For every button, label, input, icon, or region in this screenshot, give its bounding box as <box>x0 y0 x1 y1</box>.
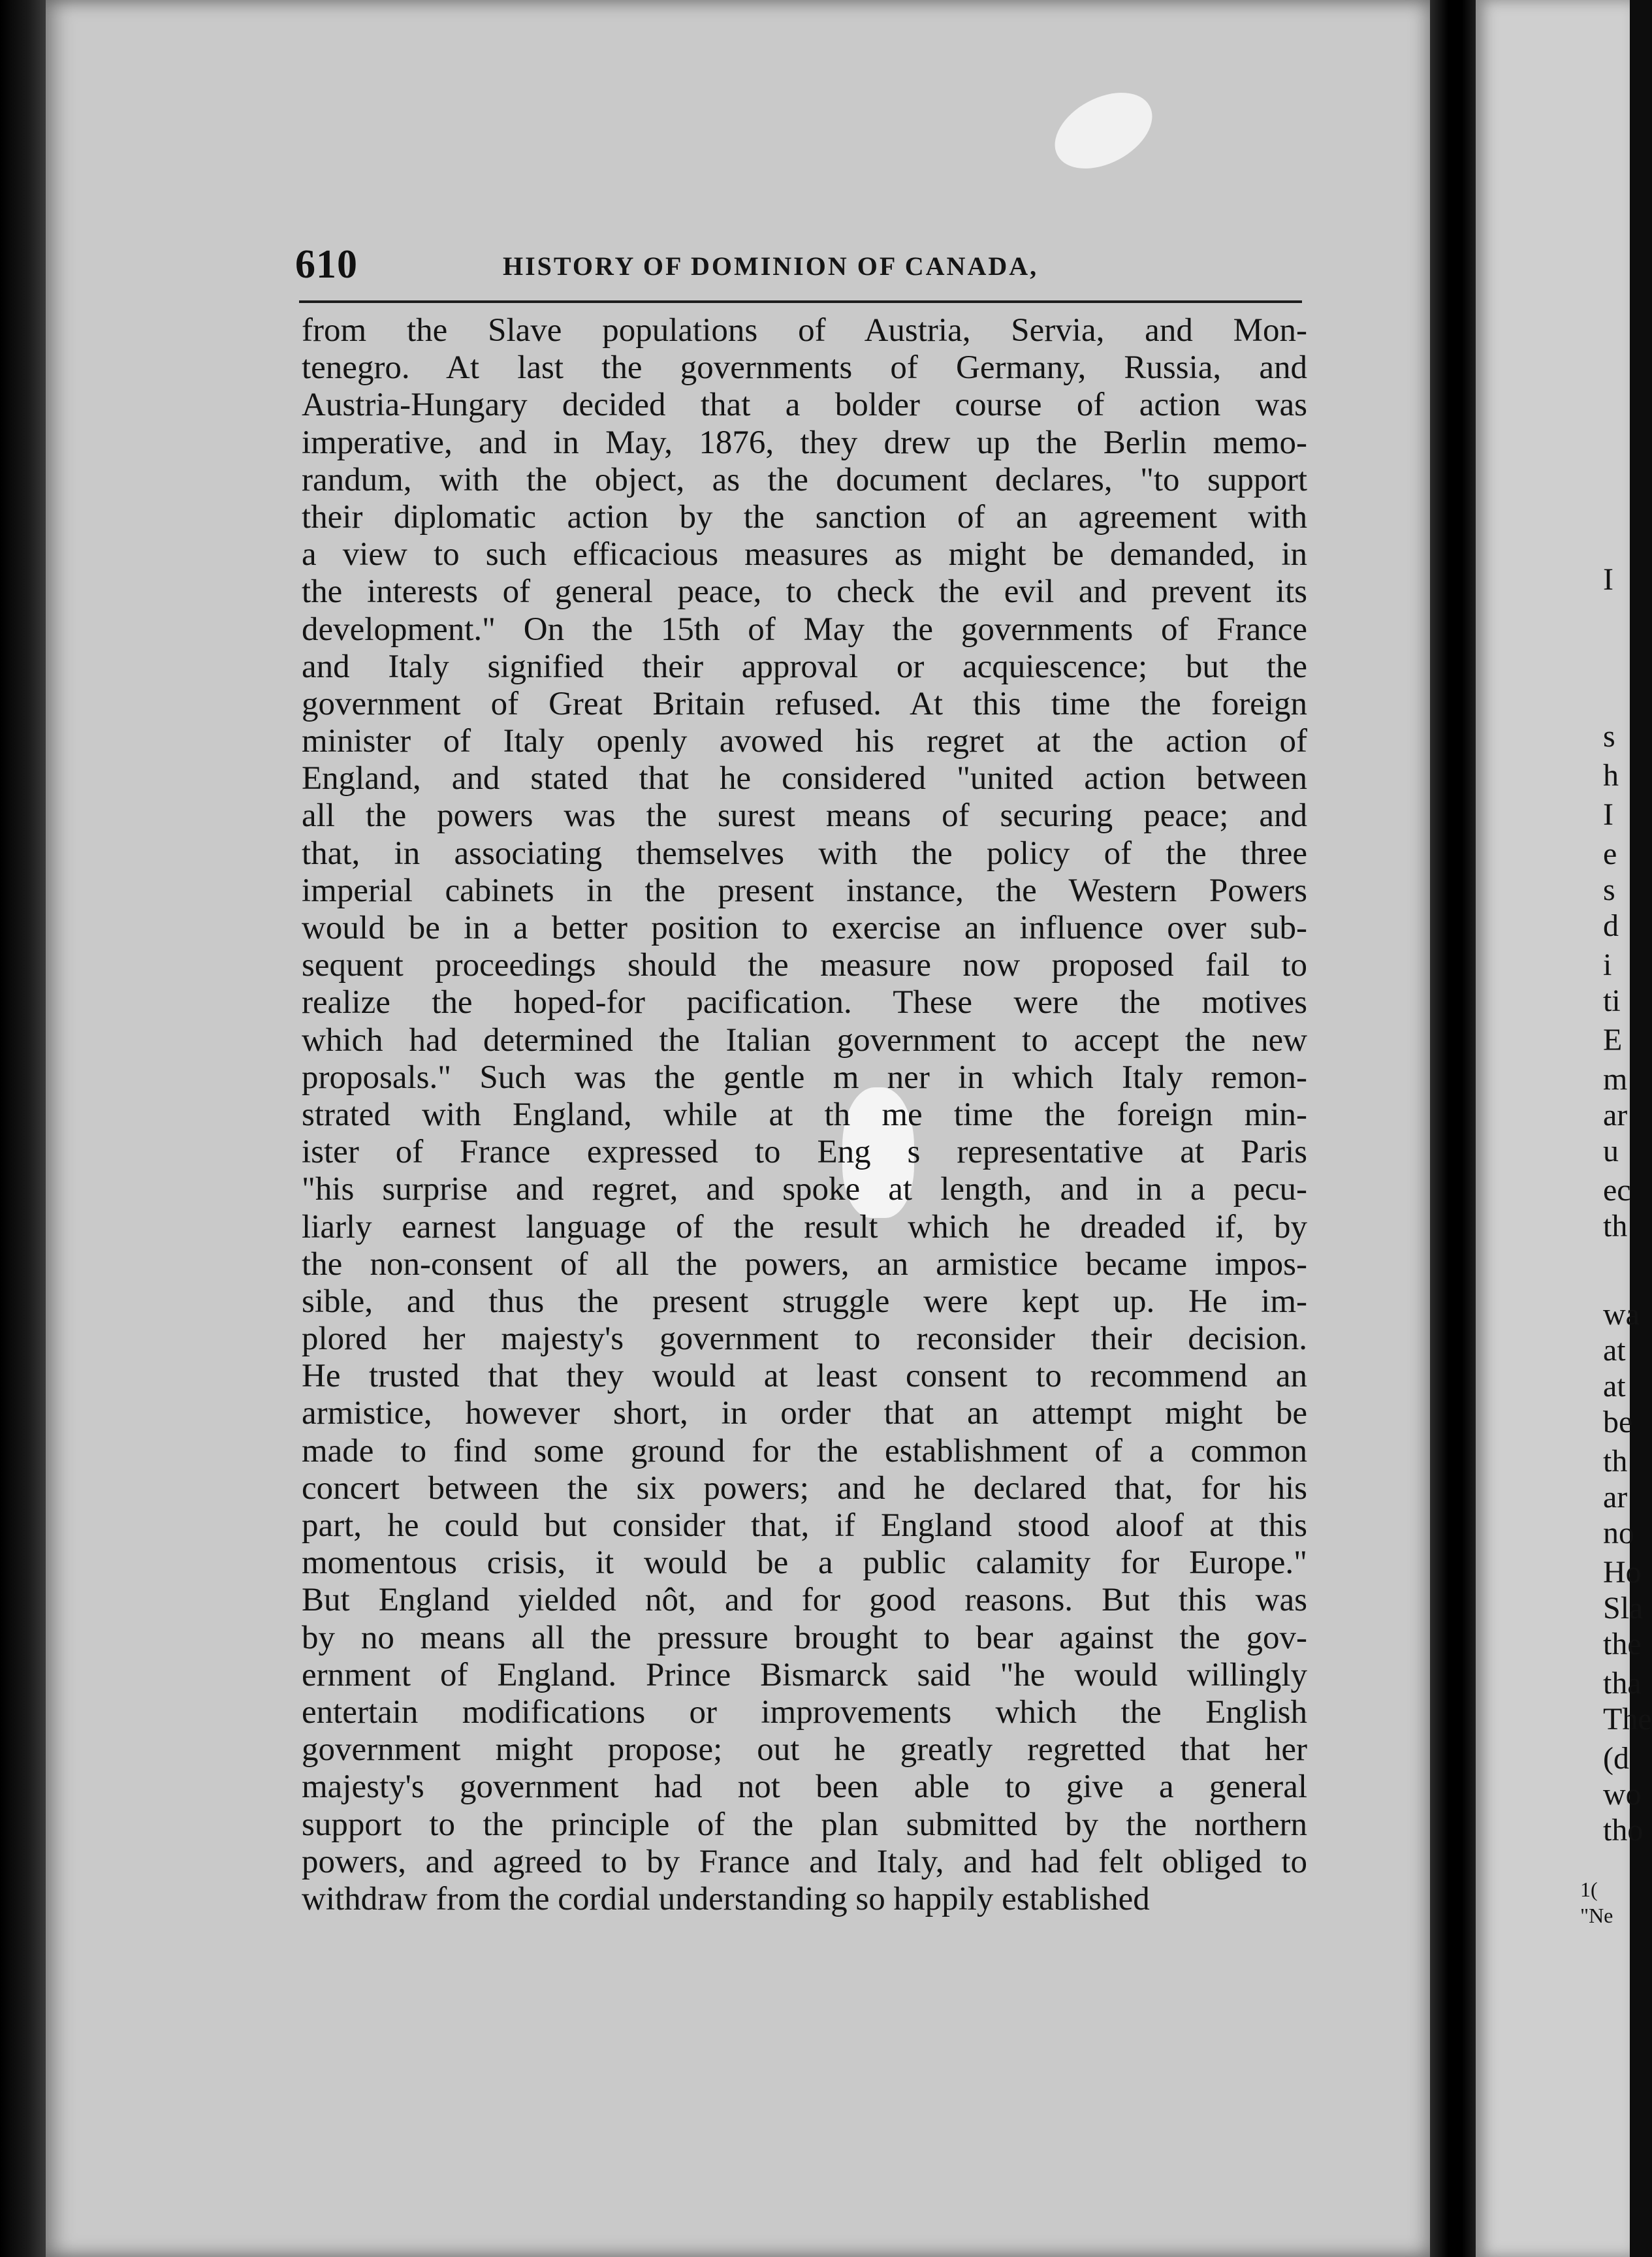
text-line: Austria-Hungary decided that a bolder course of action was <box>302 387 1307 424</box>
fragment: ec <box>1603 1173 1631 1208</box>
fragment: tha <box>1603 1666 1642 1701</box>
fragment: The <box>1603 1702 1652 1737</box>
text-line: randum, with the object, as the document declares, "to support <box>302 461 1307 498</box>
text-line: He trusted that they would at least consent to recommend an <box>302 1358 1307 1395</box>
text-line: imperative, and in May, 1876, they drew up the Berlin memo- <box>302 424 1307 461</box>
text-line: sequent proceedings should the measure now proposed fail to <box>302 947 1307 984</box>
fragment: no <box>1603 1516 1634 1550</box>
text-line: that, in associating themselves with the policy of the three <box>302 835 1307 872</box>
fragment: Ho <box>1603 1555 1642 1590</box>
running-title: HISTORY OF DOMINION OF CANADA, <box>503 251 1039 281</box>
page-header <box>295 242 1307 294</box>
text-line: their diplomatic action by the sanction of an agreement with <box>302 498 1307 536</box>
fragment: h <box>1603 758 1619 793</box>
text-line: a view to such efficacious measures as might be demanded, in <box>302 536 1307 573</box>
footnote-fragment: "Ne <box>1580 1904 1613 1927</box>
body-text <box>302 312 1307 1918</box>
fragment: wa <box>1603 1297 1640 1332</box>
scan-left-edge <box>0 0 47 2257</box>
text-line: powers, and agreed to by France and Italy, and had felt obliged to <box>302 1843 1307 1880</box>
text-line: which had determined the Italian government to accept the new <box>302 1021 1307 1059</box>
text-line: withdraw from the cordial understanding so happily established <box>302 1880 1150 1917</box>
text-line: by no means all the pressure brought to bear against the gov- <box>302 1619 1307 1656</box>
fragment: s <box>1603 719 1615 754</box>
text-line: government of Great Britain refused. At this time the foreign <box>302 685 1307 722</box>
fragment: at <box>1603 1369 1626 1403</box>
fragment: ar <box>1603 1098 1628 1132</box>
text-line: "his surprise and regret, and spoke at length, and in a pecu- <box>302 1171 1307 1208</box>
text-line: entertain modifications or improvements which the English <box>302 1693 1307 1731</box>
text-line: tenegro. At last the governments of Germany, Russia, and <box>302 349 1307 387</box>
fragment: i <box>1603 948 1612 982</box>
fragment: th <box>1603 1209 1628 1243</box>
fragment: at <box>1603 1333 1626 1368</box>
fragment: ti <box>1603 984 1621 1018</box>
fragment: s <box>1603 872 1615 907</box>
text-line: made to find some ground for the establishment of a common <box>302 1432 1307 1469</box>
text-line: But England yielded nôt, and for good reasons. But this was <box>302 1582 1307 1619</box>
text-line: realize the hoped-for pacification. These were the motives <box>302 984 1307 1021</box>
text-line: momentous crisis, it would be a public calamity for Europe." <box>302 1545 1307 1582</box>
fragment: I <box>1603 562 1613 597</box>
text-line: ister of France expressed to Eng s representative at Paris <box>302 1134 1307 1171</box>
footnote-fragment: 1( <box>1580 1878 1598 1901</box>
fragment: the <box>1603 1627 1642 1661</box>
text-line: from the Slave populations of Austria, Servia, and Mon- <box>302 312 1307 349</box>
fragment: d <box>1603 908 1619 943</box>
text-line: majesty's government had not been able to give a general <box>302 1769 1307 1806</box>
text-line: proposals." Such was the gentle m ner in which Italy remon- <box>302 1059 1307 1096</box>
text-line: would be in a better position to exercise an influence over sub- <box>302 910 1307 946</box>
fragment: be <box>1603 1405 1633 1439</box>
fragment: e <box>1603 837 1617 871</box>
text-line: concert between the six powers; and he declared that, for his <box>302 1469 1307 1507</box>
text-line: support to the principle of the plan submitted by the northern <box>302 1806 1307 1843</box>
text-line: development." On the 15th of May the governments of France <box>302 611 1307 648</box>
text-line: England, and stated that he considered "united action between <box>302 760 1307 797</box>
fragment: (d <box>1603 1741 1629 1776</box>
fragment: tho <box>1603 1813 1644 1848</box>
header-rule <box>299 300 1302 303</box>
text-line: sible, and thus the present struggle were kept up. He im- <box>302 1283 1307 1320</box>
text-line: the non-consent of all the powers, an armistice became impos- <box>302 1245 1307 1283</box>
text-line: strated with England, while at th me time the foreign min- <box>302 1096 1307 1133</box>
text-line: minister of Italy openly avowed his regret at the action of <box>302 723 1307 760</box>
page-number: 610 <box>295 242 358 287</box>
text-line: government might propose; out he greatly regretted that her <box>302 1731 1307 1769</box>
fragment: u <box>1603 1134 1619 1168</box>
fragment: wo <box>1603 1777 1642 1812</box>
book-gutter <box>1430 0 1476 2257</box>
fragment: m <box>1603 1062 1628 1096</box>
fragment: th <box>1603 1444 1628 1479</box>
text-line: part, he could but consider that, if England stood aloof at this <box>302 1507 1307 1544</box>
text-line: plored her majesty's government to reconsider their decision. <box>302 1321 1307 1358</box>
fragment: I <box>1603 797 1613 832</box>
fragment: E <box>1603 1023 1623 1057</box>
fragment: Sla <box>1603 1591 1644 1625</box>
text-line: liarly earnest language of the result which he dreaded if, by <box>302 1208 1307 1245</box>
fragment: ar <box>1603 1480 1628 1514</box>
text-line: all the powers was the surest means of securing peace; and <box>302 797 1307 835</box>
text-line: ernment of England. Prince Bismarck said "he would willingly <box>302 1656 1307 1693</box>
text-line: armistice, however short, in order that an attempt might be <box>302 1395 1307 1432</box>
text-line: imperial cabinets in the present instance, the Western Powers <box>302 872 1307 909</box>
text-line: and Italy signified their approval or acquiescence; but the <box>302 648 1307 685</box>
text-line: the interests of general peace, to check the evil and prevent its <box>302 573 1307 611</box>
